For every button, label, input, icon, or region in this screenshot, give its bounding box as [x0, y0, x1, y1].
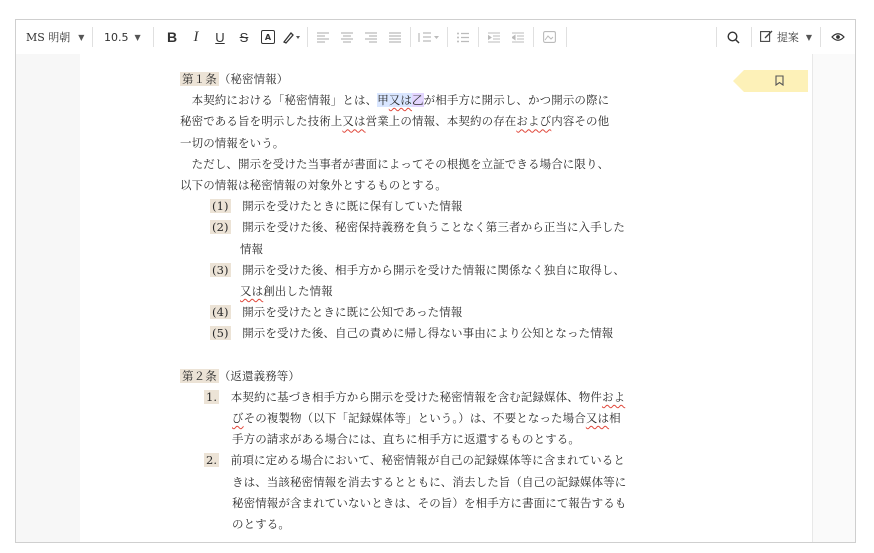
comment-marker[interactable] [733, 70, 808, 92]
highlighted-text: 第１条 [182, 72, 217, 86]
bookmark-icon [775, 75, 784, 86]
toolbar-divider [820, 27, 821, 47]
text-run: 相 [609, 411, 621, 425]
highlighted-text: (3) [212, 262, 229, 277]
align-center-icon[interactable] [336, 26, 358, 48]
document-line[interactable] [180, 514, 710, 535]
text-run: 開示を受けたときに既に保有していた情報 [230, 199, 463, 214]
text-run: きは、当該秘密情報を消去するとともに、消去した旨（自己の記録媒体等に [232, 474, 627, 489]
text-run: 秘密情報が含まれていないときは、その旨）を相手方に書面にて報告するも [232, 495, 627, 510]
text-run: 開示を受けた後、自己の責めに帰し得ない事由により公知となった情報 [230, 326, 614, 341]
document-line[interactable] [180, 175, 710, 196]
document-line[interactable] [180, 260, 710, 281]
text-run: 開示を受けた後、秘密保持義務を負うことなく第三者から正当に入手した [230, 220, 625, 235]
italic-icon[interactable]: I [193, 28, 199, 45]
font-size-value: 10.5 [104, 30, 129, 44]
editor-window [15, 19, 856, 543]
highlight-pen-icon[interactable] [281, 26, 303, 48]
text-run: 本契約に基づき相手方から開示を受けた秘密情報を含む記録媒体、物件 [219, 389, 602, 404]
toolbar-divider [153, 27, 154, 47]
document-line[interactable] [180, 387, 710, 408]
text-run: （返還義務等） [218, 368, 301, 383]
suggest-mode-button[interactable] [752, 29, 820, 45]
text-run: 秘密である旨を明示した技術上 [180, 114, 343, 129]
document-line[interactable] [180, 196, 710, 217]
document-page[interactable] [80, 54, 813, 542]
highlighted-text: 第２条 [182, 368, 217, 383]
document-line[interactable] [180, 217, 710, 238]
toolbar-divider [447, 27, 448, 47]
document-line[interactable] [180, 366, 710, 387]
chevron-down-icon: ▼ [78, 32, 85, 42]
document-line[interactable] [180, 344, 710, 365]
document-line[interactable] [180, 450, 710, 471]
text-run: が相手方に開示し、かつ開示の際に [423, 93, 610, 108]
font-family-select[interactable] [16, 29, 92, 45]
toolbar-divider [410, 27, 411, 47]
text-run: 手方の請求がある場合には、直ちに相手方に返還するものとする。 [232, 432, 580, 447]
document-line[interactable] [180, 90, 710, 111]
align-left-icon[interactable] [312, 26, 334, 48]
text-run: 情報 [240, 241, 264, 256]
highlighted-text: (5) [212, 326, 229, 341]
text-run: および [516, 114, 552, 129]
text-run: その複製物（以下「記録媒体等」という。）は、不要となった場合 [243, 411, 586, 425]
highlighted-text: 又は [388, 93, 413, 108]
text-run: 以下の情報は秘密情報の対象外とするものとする。 [180, 177, 447, 192]
highlighted-text: 乙 [412, 93, 424, 108]
highlighted-text: (1) [212, 199, 229, 214]
text-run: 一切の情報をいう。 [180, 135, 285, 150]
highlighted-text: 甲 [377, 93, 389, 108]
text-run: 営業上の情報、本契約の存在 [365, 114, 517, 129]
document-line[interactable] [180, 323, 710, 344]
document-line[interactable] [180, 472, 710, 493]
line-spacing-icon[interactable] [415, 26, 443, 48]
highlighted-text: (4) [212, 305, 229, 320]
highlighted-text: 1. [206, 389, 218, 404]
toolbar-divider [533, 27, 534, 47]
toolbar [16, 20, 855, 55]
eye-icon[interactable] [827, 26, 849, 48]
text-run: （秘密情報） [218, 72, 289, 86]
text-run: のとする。 [232, 516, 290, 531]
text-run: び [232, 411, 244, 425]
text-run: およ [601, 389, 626, 404]
toolbar-divider [716, 27, 717, 47]
search-icon[interactable] [723, 26, 745, 48]
image-icon[interactable] [538, 26, 560, 48]
bullet-list-icon[interactable] [452, 26, 474, 48]
text-run: 内容その他 [551, 114, 610, 129]
chevron-down-icon: ▼ [805, 32, 812, 42]
comment-margin [812, 54, 855, 542]
text-run: ただし、開示を受けた当事者が書面によってその根拠を立証できる場合に限り、 [180, 156, 610, 171]
chevron-down-icon: ▼ [134, 32, 141, 42]
toolbar-divider [478, 27, 479, 47]
text-run: 又は [342, 114, 366, 129]
text-run: 開示を受けたときに既に公知であった情報 [230, 305, 463, 320]
bold-icon[interactable]: B [166, 29, 178, 45]
text-run: 又は [585, 411, 610, 425]
document-line[interactable] [180, 69, 710, 90]
text-run: 開示を受けた後、相手方から開示を受けた情報に関係なく独自に取得し、 [230, 262, 625, 277]
document-line[interactable] [180, 302, 710, 323]
underline-icon[interactable]: U [215, 29, 225, 45]
text-run: 創出した情報 [263, 283, 333, 298]
strikethrough-icon[interactable]: S [239, 29, 249, 45]
document-line[interactable] [180, 239, 710, 260]
suggest-edit-icon [760, 30, 773, 45]
document-line[interactable] [180, 281, 710, 302]
document-line[interactable] [180, 408, 710, 429]
font-size-select[interactable] [93, 31, 153, 44]
document-line[interactable] [180, 111, 710, 132]
text-run: 本契約における「秘密情報」とは、 [180, 93, 378, 108]
align-justify-icon[interactable] [384, 26, 406, 48]
document-line[interactable] [180, 133, 710, 154]
text-run: 前項に定める場合において、秘密情報が自己の記録媒体等に含まれていると [219, 453, 625, 468]
font-family-value: MS 明朝 [26, 31, 71, 44]
indent-decrease-icon[interactable] [507, 26, 529, 48]
toolbar-divider [566, 27, 567, 47]
text-box-icon[interactable]: A [257, 26, 279, 48]
text-run: 又は [240, 283, 264, 298]
document-line[interactable] [180, 429, 710, 450]
document-line[interactable] [180, 493, 710, 514]
align-right-icon[interactable] [360, 26, 382, 48]
document-body[interactable] [180, 69, 710, 535]
toolbar-divider [307, 27, 308, 47]
highlighted-text: 2. [206, 453, 218, 468]
highlighted-text: (2) [212, 220, 229, 235]
suggest-mode-label: 提案 [776, 31, 799, 44]
document-line[interactable] [180, 154, 710, 175]
left-margin [16, 54, 81, 542]
indent-increase-icon[interactable] [483, 26, 505, 48]
